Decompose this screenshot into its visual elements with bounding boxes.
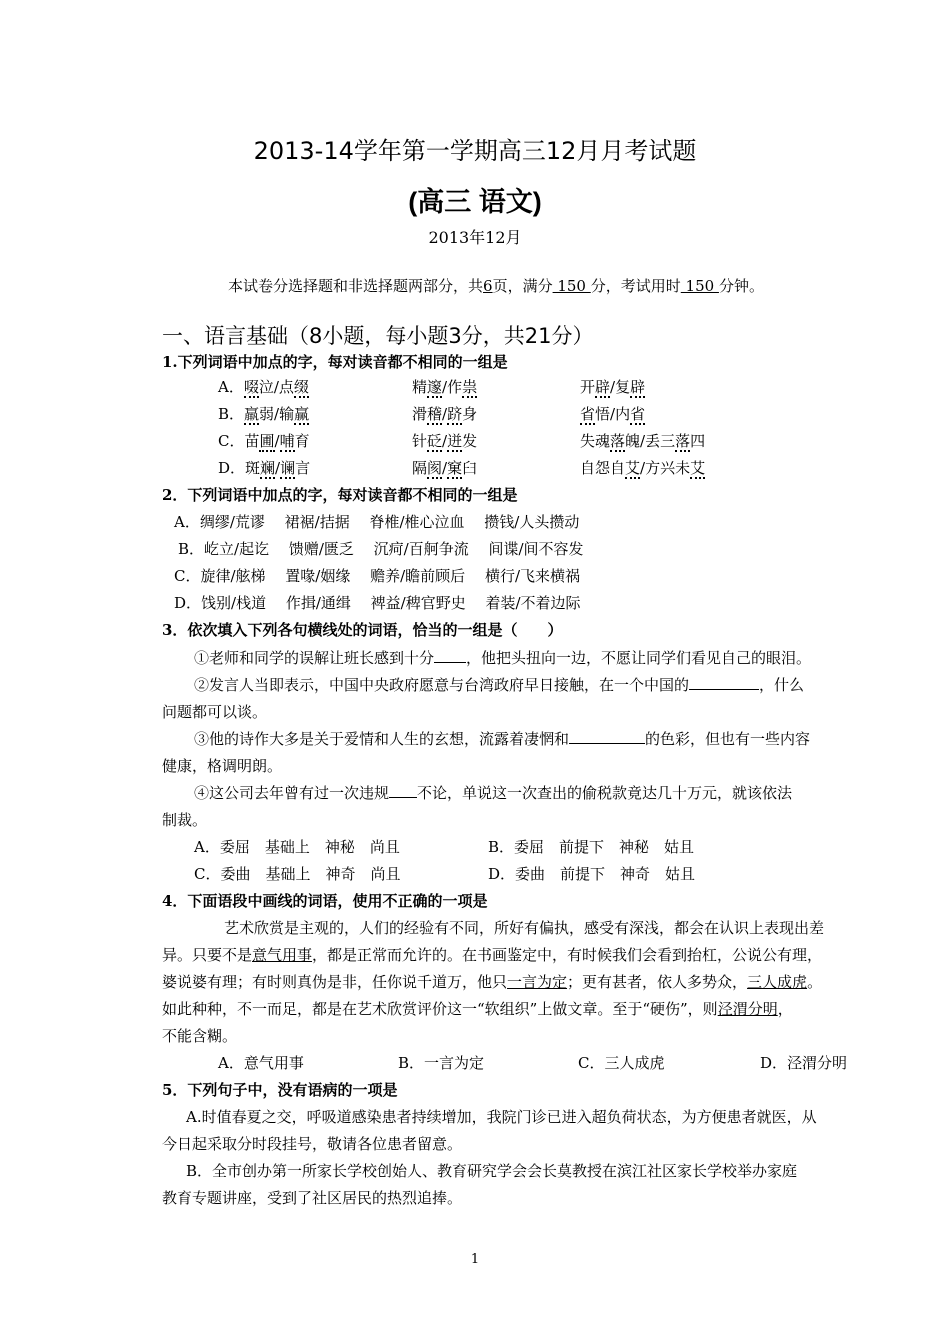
q4-passage-line-2: 异。只要不是意气用事，都是正常而允许的。在书画鉴定中，有时候我们会看到抬杠，公说公有理，: [162, 946, 823, 964]
q2-option-a: A．绸缪/荒谬 裙裾/拮据 脊椎/椎心泣血 攒钱/人头攒动: [174, 513, 580, 531]
q3-sentence-3-cont: 健康，格调明朗。: [162, 757, 283, 775]
q1-option-b-pair-2: 滑稽/跻身: [412, 405, 478, 423]
question-1-stem: 1.下列词语中加点的字，每对读音都不相同的一组是: [162, 353, 508, 371]
exam-title: 2013-14学年第一学期高三12月月考试题: [253, 137, 697, 165]
q1-option-d-pair-3: 自怨自艾/方兴未艾: [580, 459, 706, 477]
question-3-stem: 3．依次填入下列各句横线处的词语，恰当的一组是（ ）: [162, 621, 563, 639]
fill-blank[interactable]: [689, 675, 759, 690]
q1-option-a-pair-1: A．啜泣/点缀: [218, 378, 309, 396]
exam-duration: 150: [680, 277, 719, 295]
q4-passage-line-4: 如此种种，不一而足，都是在艺术欣赏评价这一“软组织”上做文章。至于“硬伤”，则泾渭分明，: [162, 1000, 793, 1018]
q1-option-c-pair-3: 失魂落魄/丢三落四: [580, 432, 706, 450]
q1-option-d-pair-1: D．斑斓/谰言: [218, 459, 311, 477]
q1-option-b-pair-1: B．羸弱/输赢: [218, 405, 310, 423]
fill-blank[interactable]: [389, 783, 417, 798]
q1-option-a-pair-2: 精邃/作祟: [412, 378, 478, 396]
q3-sentence-4: ④这公司去年曾有过一次违规 不论，单说这一次查出的偷税款竟达几十万元，就该依法: [194, 784, 793, 802]
q3-sentence-3: ③他的诗作大多是关于爱情和人生的玄想，流露着凄惘和 的色彩，但也有一些内容: [194, 730, 811, 748]
fill-blank[interactable]: [569, 729, 645, 744]
q1-option-c-pair-1: C．苗圃/哺育: [218, 432, 310, 450]
section-title-language-basics: 一、语言基础（8小题，每小题3分，共21分）: [162, 324, 594, 348]
q3-sentence-2-cont: 问题都可以谈。: [162, 703, 268, 721]
underlined-term: 三人成虎: [747, 973, 808, 991]
q3-sentence-2: ②发言人当即表示，中国中央政府愿意与台湾政府早日接触，在一个中国的 ，什么: [194, 676, 805, 694]
q3-sentence-4-cont: 制裁。: [162, 811, 208, 829]
page-count: 6: [483, 277, 493, 295]
q3-option-a: A．委屈 基础上 神秘 尚且: [194, 838, 400, 856]
page-number: 1: [470, 1252, 480, 1267]
underlined-term: 泾渭分明: [717, 1000, 778, 1018]
q4-option-b: B．一言为定: [398, 1054, 485, 1072]
q5-option-b-line-2: 教育专题讲座，受到了社区居民的热烈追捧。: [162, 1189, 463, 1207]
underlined-term: 一言为定: [507, 973, 568, 991]
q4-option-a: A．意气用事: [218, 1054, 304, 1072]
q4-option-c: C．三人成虎: [578, 1054, 665, 1072]
q1-option-a-pair-3: 开辟/复辟: [580, 378, 646, 396]
question-2-stem: 2．下列词语中加点的字，每对读音都不相同的一组是: [162, 486, 518, 504]
question-5-stem: 5．下列句子中，没有语病的一项是: [162, 1081, 398, 1099]
q1-option-d-pair-2: 隔阂/窠臼: [412, 459, 478, 477]
q1-option-b-pair-3: 省悟/内省: [580, 405, 646, 423]
q2-option-d: D．饯别/栈道 作揖/通缉 裨益/稗官野史 着装/不着边际: [174, 594, 581, 612]
q4-option-d: D．泾渭分明: [760, 1054, 848, 1072]
q4-passage-line-1: 艺术欣赏是主观的，人们的经验有不同，所好有偏执，感受有深浅，都会在认识上表现出差: [224, 919, 825, 937]
q3-option-b: B．委屈 前提下 神秘 姑且: [488, 838, 695, 856]
q5-option-a-line-2: 今日起采取分时段挂号，敬请各位患者留意。: [162, 1135, 463, 1153]
full-score: 150: [552, 277, 591, 295]
subject-subtitle: (高三 语文): [408, 187, 542, 217]
q2-option-b: B．屹立/起讫 馈赠/匮乏 沉疴/百舸争流 间谍/间不容发: [178, 540, 584, 558]
q4-passage-line-5: 不能含糊。: [162, 1027, 238, 1045]
underlined-term: 意气用事: [252, 946, 313, 964]
q3-option-d: D．委曲 前提下 神奇 姑且: [488, 865, 696, 883]
q4-passage-line-3: 婆说婆有理；有时则真伪是非，任你说千道万，他只一言为定；更有甚者，依人多势众，三人成虎。: [162, 973, 823, 991]
fill-blank[interactable]: [434, 648, 466, 663]
question-4-stem: 4．下面语段中画线的词语，使用不正确的一项是: [162, 892, 488, 910]
q2-option-c: C．旋律/舷梯 置喙/姻缘 赡养/瞻前顾后 横行/飞来横祸: [174, 567, 580, 585]
q5-option-b-line-1: B．全市创办第一所家长学校创始人、教育研究学会会长莫教授在滨江社区家长学校举办家庭: [186, 1162, 798, 1180]
exam-intro: 本试卷分选择题和非选择题两部分，共6页，满分 150 分，考试用时 150 分钟。: [228, 277, 764, 295]
q1-option-c-pair-2: 针砭/迸发: [412, 432, 478, 450]
q3-option-c: C．委曲 基础上 神奇 尚且: [194, 865, 401, 883]
q5-option-a-line-1: A.时值春夏之交，呼吸道感染患者持续增加，我院门诊已进入超负荷状态，为方便患者就医，从: [186, 1108, 817, 1126]
q3-sentence-1: ①老师和同学的误解让班长感到十分 ，他把头扭向一边，不愿让同学们看见自己的眼泪。: [194, 649, 812, 667]
exam-date: 2013年12月: [428, 228, 522, 247]
